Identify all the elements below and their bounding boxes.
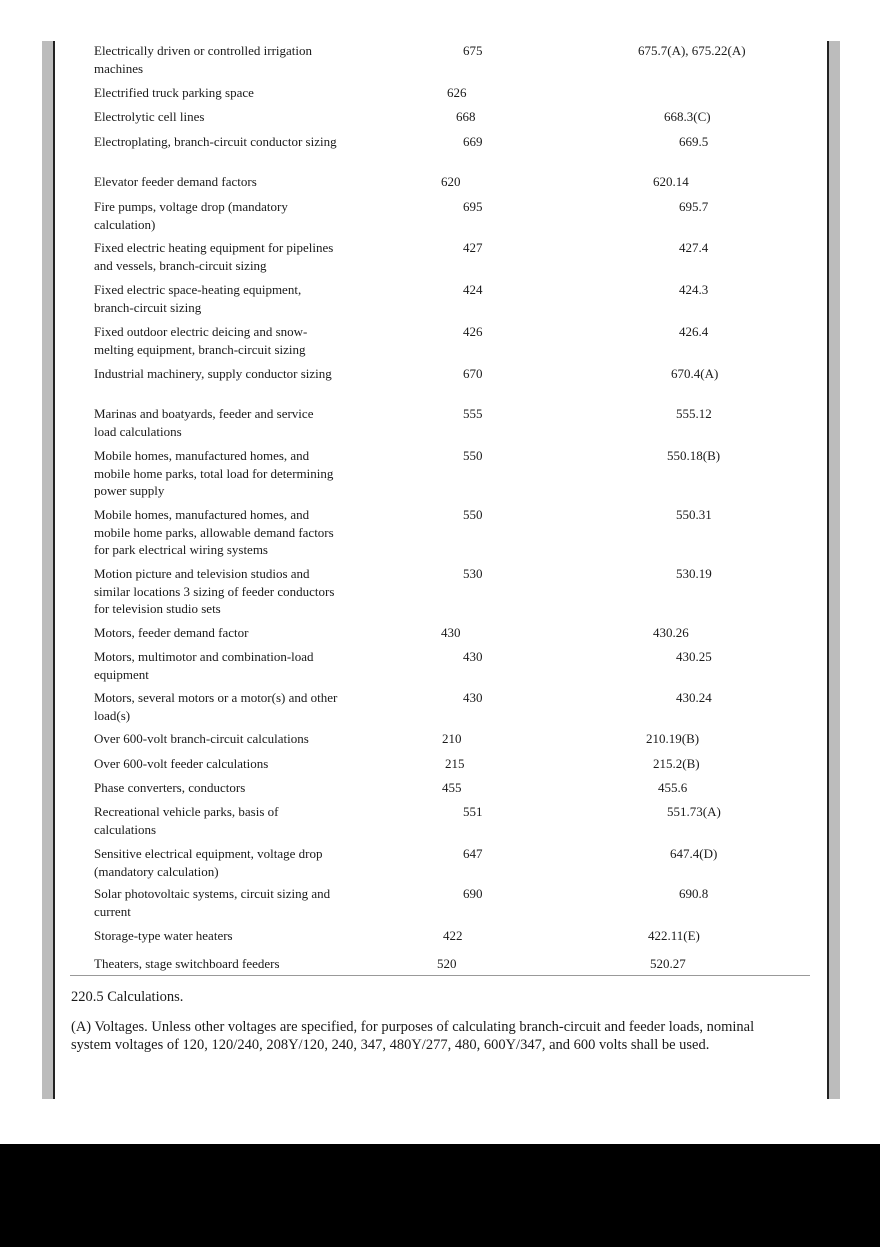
row-description: Motors, multimotor and combination-load equipment [94,649,314,682]
row-description: Over 600-volt feeder calculations [94,756,269,771]
row-description: Motors, several motors or a motor(s) and other load(s) [94,690,338,723]
row-article: 626 [447,85,467,100]
row-article: 426 [463,324,483,339]
left-margin-bar [42,41,55,1099]
row-description: Fixed electric heating equipment for pipelines and vessels, branch-circuit sizing [94,240,334,273]
row-section: 424.3 [679,282,709,297]
row-article: 695 [463,199,483,214]
row-description: Storage-type water heaters [94,928,233,943]
row-description: Over 600-volt branch-circuit calculations [94,731,309,746]
row-description: Motors, feeder demand factor [94,625,249,640]
row-section: 430.26 [653,625,689,640]
row-article: 675 [463,43,483,58]
row-article: 550 [463,507,483,522]
row-description: Electrified truck parking space [94,85,254,100]
row-description: Industrial machinery, supply conductor sizing [94,366,332,381]
row-section: 551.73(A) [667,804,721,819]
row-description: Electrically driven or controlled irrigation machines [94,43,313,76]
row-article: 670 [463,366,483,381]
row-description: Elevator feeder demand factors [94,174,257,189]
row-article: 550 [463,448,483,463]
row-description: Recreational vehicle parks, basis of calculations [94,804,279,837]
row-description: Marinas and boatyards, feeder and service load calculations [94,406,314,439]
row-description: Fire pumps, voltage drop (mandatory calculation) [94,199,288,232]
row-description: Electroplating, branch-circuit conductor sizing [94,134,337,149]
row-article: 620 [441,174,461,189]
row-article: 647 [463,846,483,861]
row-section: 422.11(E) [648,928,700,943]
row-description: Phase converters, conductors [94,780,246,795]
section-paragraph: (A) Voltages. Unless other voltages are specified, for purposes of calculating branch-circuit and feeder loads, nominal system voltages of 120, 120/240, 208Y/120, 240, 347, 480Y/277, 480, 600Y/347, and 600 volts shall be used. [71,1019,755,1053]
row-article: 551 [463,804,483,819]
right-margin-bar [827,41,840,1099]
row-article: 424 [463,282,483,297]
row-section: 427.4 [679,240,709,255]
row-section: 430.25 [676,649,712,664]
row-section: 520.27 [650,956,686,971]
row-section: 210.19(B) [646,731,700,746]
row-description: Fixed outdoor electric deicing and snow-melting equipment, branch-circuit sizing [94,324,308,357]
row-description: Theaters, stage switchboard feeders [94,956,280,971]
row-article: 210 [442,731,462,746]
row-article: 455 [442,780,462,795]
row-description: Mobile homes, manufactured homes, and mobile home parks, allowable demand factors for park electrical wiring systems [94,507,334,557]
row-section: 675.7(A), 675.22(A) [638,43,746,58]
row-article: 430 [441,625,461,640]
row-description: Fixed electric space-heating equipment, branch-circuit sizing [94,282,302,315]
row-article: 520 [437,956,457,971]
row-section: 426.4 [679,324,709,339]
table-bottom-rule [70,975,810,976]
row-section: 669.5 [679,134,709,149]
section-heading: 220.5 Calculations. [71,989,184,1005]
row-article: 690 [463,886,483,901]
row-section: 695.7 [679,199,709,214]
row-description: Sensitive electrical equipment, voltage drop (mandatory calculation) [94,846,323,879]
row-article: 422 [443,928,463,943]
row-section: 550.31 [676,507,712,522]
row-description: Motion picture and television studios and similar locations 3 sizing of feeder conductors for television studio sets [94,566,335,616]
row-article: 427 [463,240,483,255]
row-description: Mobile homes, manufactured homes, and mobile home parks, total load for determining power supply [94,448,334,498]
row-section: 690.8 [679,886,709,901]
row-article: 669 [463,134,483,149]
row-article: 555 [463,406,483,421]
row-article: 668 [456,109,476,124]
black-footer-area [0,1144,880,1247]
row-section: 620.14 [653,174,689,189]
row-article: 430 [463,649,483,664]
row-article: 530 [463,566,483,581]
row-section: 668.3(C) [664,109,711,124]
row-section: 670.4(A) [671,366,719,381]
row-article: 215 [445,756,465,771]
row-section: 555.12 [676,406,712,421]
row-section: 550.18(B) [667,448,721,463]
row-section: 215.2(B) [653,756,700,771]
row-section: 455.6 [658,780,688,795]
row-description: Solar photovoltaic systems, circuit sizing and current [94,886,331,919]
row-description: Electrolytic cell lines [94,109,205,124]
row-section: 647.4(D) [670,846,718,861]
row-section: 430.24 [676,690,712,705]
row-article: 430 [463,690,483,705]
row-section: 530.19 [676,566,712,581]
